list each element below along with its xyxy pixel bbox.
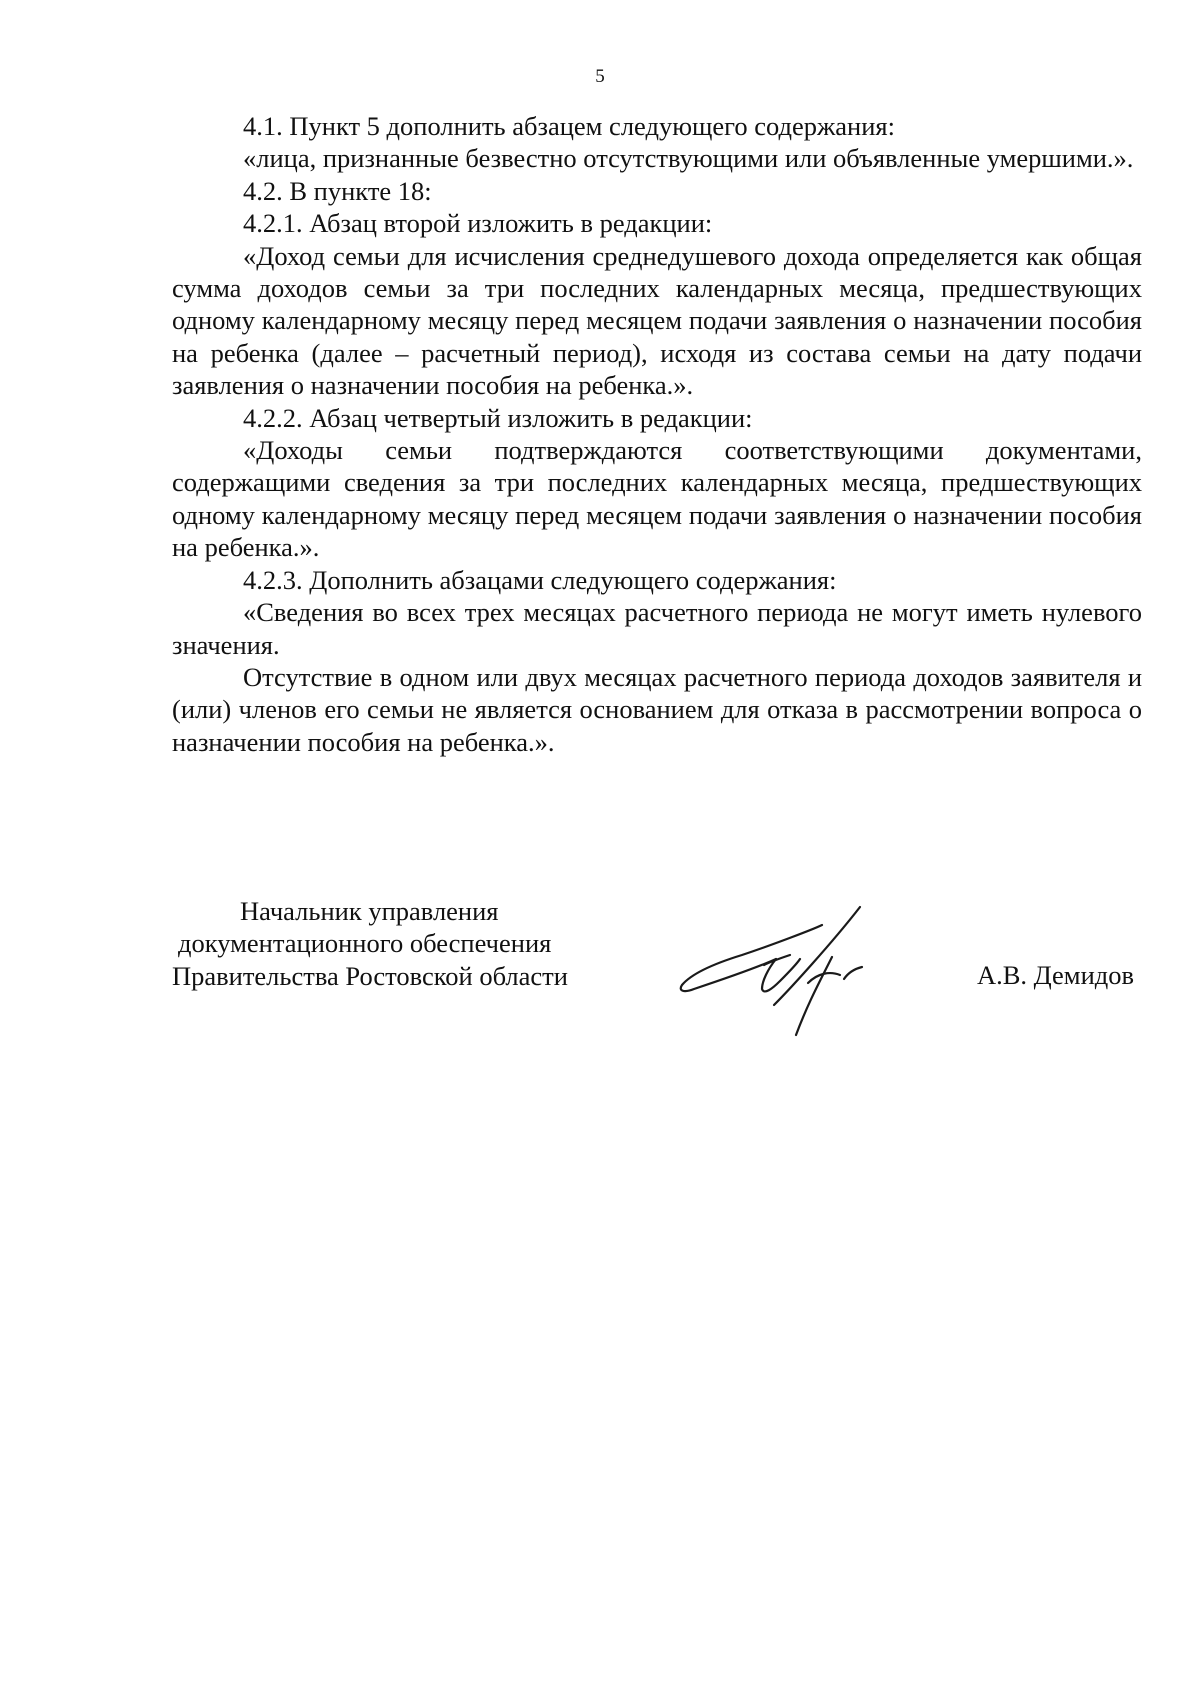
- document-body: [172, 110, 1142, 758]
- paragraph-4-2-2-text: «Доходы семьи подтверждаются соответствующими документами, содержащими сведения за три последних календарных месяца, предшествующих одному календарному месяцу перед месяцем подачи заявления о назначении пособия на ребенка.».: [172, 435, 1142, 563]
- signer-title-line: Правительства Ростовской области: [172, 960, 568, 991]
- paragraph-4-2-1: 4.2.1. Абзац второй изложить в редакции:: [243, 208, 713, 239]
- paragraph-4-2-3: 4.2.3. Дополнить абзацами следующего содержания:: [243, 564, 837, 595]
- paragraph-4-2-2: 4.2.2. Абзац четвертый изложить в редакции:: [243, 402, 753, 433]
- signer-title: [172, 895, 612, 992]
- signer-name: А.В. Демидов: [976, 960, 1134, 990]
- paragraph-4-2: 4.2. В пункте 18:: [243, 175, 432, 206]
- paragraph-4-1: 4.1. Пункт 5 дополнить абзацем следующего содержания:: [243, 111, 895, 141]
- handwritten-signature: [672, 885, 942, 1045]
- paragraph-4-2-3-text-2: Отсутствие в одном или двух месяцах расчетного периода доходов заявителя и (или) членов его семьи не является основанием для отказа в рассмотрении вопроса о назначении пособия на ребенка.».: [172, 661, 1142, 757]
- page-number: 5: [595, 66, 605, 87]
- signature-block: [172, 895, 1142, 1055]
- paragraph-4-1-text: «лица, признанные безвестно отсутствующими или объявленные умершими.».: [243, 143, 1134, 174]
- signer-title-line: документационного обеспечения: [178, 928, 552, 959]
- paragraph-4-2-3-text-1: «Сведения во всех трех месяцах расчетного периода не могут иметь нулевого значения.: [172, 597, 1142, 660]
- signer-title-line: Начальник управления: [240, 896, 499, 926]
- paragraph-4-2-1-text: «Доход семьи для исчисления среднедушевого дохода определяется как общая сумма доходов семьи за три последних календарных месяца, предшествующих одному календарному месяцу перед месяцем подачи заявления о назначении пособия на ребенка (далее – расчетный период), исходя из состава семьи на дату подачи заявления о назначении пособия на ребенка.».: [172, 240, 1142, 401]
